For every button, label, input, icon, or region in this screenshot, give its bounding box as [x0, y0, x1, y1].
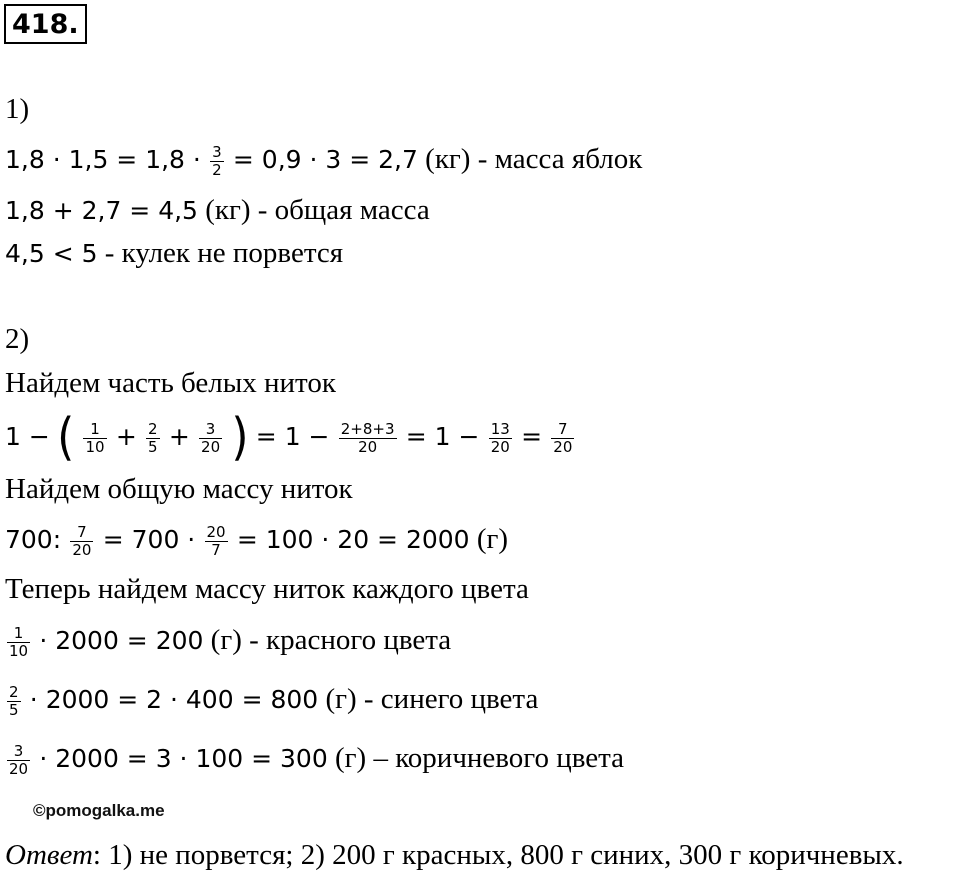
fraction-denominator: 20: [490, 437, 510, 456]
fraction-2-5: [146, 421, 160, 456]
brown-threads-line: [5, 741, 624, 778]
total-threads-line: [5, 522, 508, 559]
fraction-denominator: 5: [9, 700, 19, 719]
answer-label: Ответ: [5, 839, 93, 871]
red-text: (г) - красного цвета: [203, 624, 452, 656]
fraction-20-7: [205, 524, 228, 559]
part2-label: 2): [5, 323, 30, 355]
fraction-denominator: 2: [212, 160, 222, 179]
fraction-denominator: 20: [358, 437, 378, 456]
fraction-numerator: 2+8+3: [340, 419, 395, 438]
fraction-numerator: 1: [13, 623, 24, 642]
fraction-denominator: 20: [553, 437, 573, 456]
fraction-three-halves: [210, 144, 224, 179]
right-paren: ): [231, 408, 249, 468]
part1-total-line: [5, 193, 430, 228]
fraction-denominator: 10: [85, 437, 105, 456]
fraction-numerator: 7: [558, 419, 568, 438]
fraction-numerator: 1: [90, 419, 100, 438]
fraction-denominator: 7: [211, 540, 221, 559]
fraction-numerator: 3: [212, 142, 222, 161]
blue-expression: · 2000 = 2 · 400 = 800: [29, 685, 319, 714]
brown-expression: · 2000 = 3 · 100 = 300: [39, 744, 328, 773]
watermark: ©pomogalka.me: [33, 801, 165, 820]
total-end: = 100 · 20 = 2000: [236, 525, 470, 554]
fraction-denominator: 5: [148, 437, 158, 456]
fraction-7-20: [551, 421, 574, 456]
fraction-numerator: 20: [206, 522, 226, 541]
apples-expression-b: = 0,9 · 3 = 2,7: [232, 145, 418, 174]
fraction-denominator: 20: [72, 540, 92, 559]
fraction-1-10: [7, 625, 30, 660]
total-mass-text: (кг) - общая масса: [197, 194, 430, 226]
heading-each-color: Теперь найдем массу ниток каждого цвета: [5, 573, 529, 605]
plus-sign: +: [115, 422, 137, 451]
left-paren: (: [57, 408, 75, 468]
fraction-1-10: [83, 421, 106, 456]
fraction-13-20: [489, 421, 512, 456]
part1-compare-line: [5, 236, 343, 271]
equals-one-minus: = 1 −: [405, 422, 480, 451]
fraction-2-5: [7, 684, 21, 719]
total-mid: = 700 ·: [102, 525, 196, 554]
equals-sign: =: [521, 422, 543, 451]
fraction-3-20: [199, 421, 222, 456]
brown-text: (г) – коричневого цвета: [327, 742, 625, 774]
total-mass-expression: 1,8 + 2,7 = 4,5: [5, 196, 198, 225]
task-number: 418.: [4, 4, 87, 44]
total-start: 700:: [5, 525, 62, 554]
answer-text: : 1) не порвется; 2) 200 г красных, 800 г синих, 300 г коричневых.: [92, 839, 904, 871]
fraction-denominator: 20: [9, 759, 29, 778]
fraction-numerator: 7: [77, 522, 87, 541]
fraction-numerator: 13: [490, 419, 510, 438]
fraction-sum-over-20: [339, 421, 397, 456]
red-threads-line: [5, 623, 451, 660]
part1-apples-line: [5, 142, 642, 179]
compare-text: - кулек не порвется: [97, 237, 344, 269]
blue-threads-line: [5, 682, 538, 719]
part1-label: 1): [5, 93, 30, 125]
fraction-numerator: 2: [9, 682, 19, 701]
fraction-3-20: [7, 743, 30, 778]
fraction-numerator: 2: [148, 419, 158, 438]
fraction-denominator: 10: [9, 641, 29, 660]
total-unit: (г): [469, 523, 509, 555]
fraction-numerator: 3: [13, 741, 24, 760]
white-start: 1 −: [5, 422, 50, 451]
heading-total-threads: Найдем общую массу ниток: [5, 473, 353, 505]
equals-one-minus: = 1 −: [255, 422, 330, 451]
apples-text: (кг) - масса яблок: [417, 143, 643, 175]
compare-expression: 4,5 < 5: [5, 239, 98, 268]
blue-text: (г) - синего цвета: [318, 683, 539, 715]
plus-sign: +: [168, 422, 190, 451]
fraction-7-20: [70, 524, 93, 559]
red-expression: · 2000 = 200: [39, 626, 204, 655]
fraction-denominator: 20: [201, 437, 221, 456]
answer-line: [5, 838, 904, 872]
white-threads-line: [5, 408, 576, 468]
fraction-numerator: 3: [205, 419, 216, 438]
apples-expression-a: 1,8 · 1,5 = 1,8 ·: [5, 145, 201, 174]
heading-white-threads: Найдем часть белых ниток: [5, 367, 336, 399]
